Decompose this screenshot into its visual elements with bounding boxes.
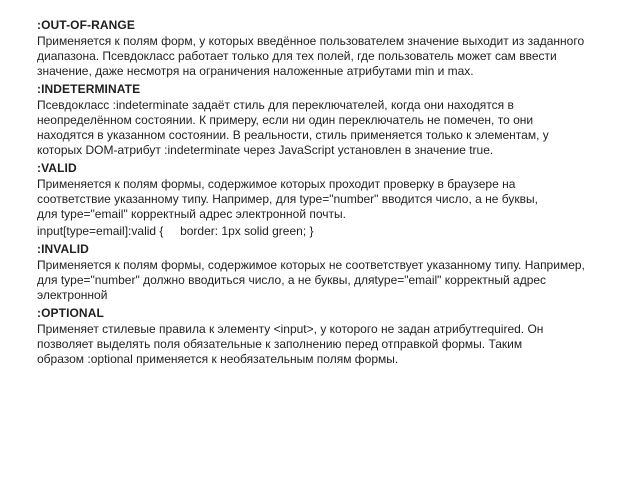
section-out-of-range [37,17,628,79]
css-code-example: input[type=email]:valid { border: 1px solid green; } [37,224,314,238]
section-heading: :VALID [37,161,77,175]
section-text: Псевдокласс :indeterminate задаёт стиль для переключателей, когда они находятся в неопределённом состоянии. К примеру, если ни один переключатель не помечен, то они находятся в указанном состоянии. В реальности, стиль применяется только к элементам, у которых DOM-атрибут :indeterminate через JavaScript установлен в значение true. [37,98,549,157]
section-invalid [37,241,628,303]
section-indeterminate [37,81,628,158]
section-text: Применяется к полям формы, содержимое которых не соответствует указанному типу. Например, для type="number" должно вводиться число, а не буквы, дляtype="email" корректный адрес электронной [37,258,585,302]
section-text: Применяется к полям форм, у которых введённое пользователем значение выходит из заданного диапазона. Псевдокласс работает только для тех полей, где пользователь может сам ввести значение, даже несмотря на ограничения наложенные атрибутами min и max. [37,34,585,78]
section-text: Применяется к полям формы, содержимое которых проходит проверку в браузере на соответствие указанному типу. Например, для type="number" вводится число, а не буквы, для type="email" корректный адрес электронной почты. [37,177,538,221]
section-text: Применяет стилевые правила к элементу <input>, у которого не задан атрибутrequired. Он позволяет выделять поля обязательные к заполнению перед отправкой формы. Таким образом :optional применяется к необязательным полям формы. [37,322,544,366]
section-heading: :INVALID [37,242,89,256]
section-valid [37,160,628,239]
section-heading: :OUT-OF-RANGE [37,18,135,32]
section-heading: :OPTIONAL [37,306,104,320]
section-optional [37,305,628,367]
section-heading: :INDETERMINATE [37,82,141,96]
